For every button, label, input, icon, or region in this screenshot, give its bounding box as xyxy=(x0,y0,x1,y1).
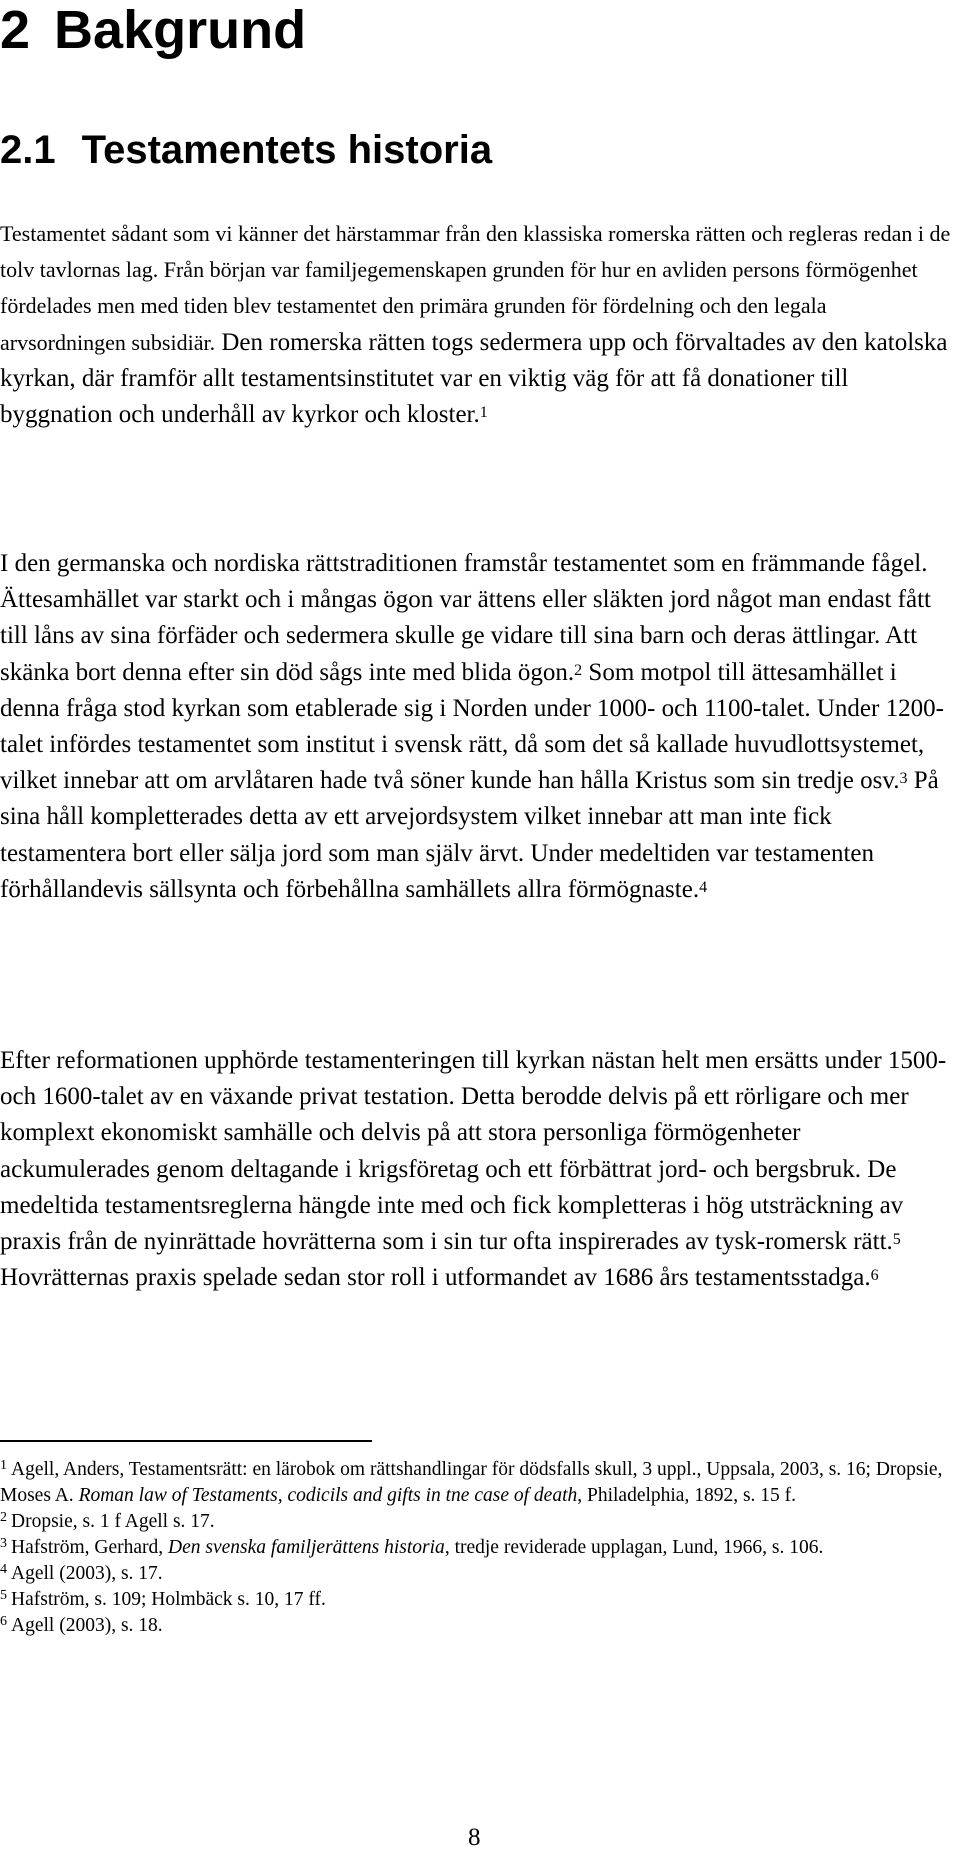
paragraph-3-text-b: Hovrätternas praxis spelade sedan stor roll i utformandet av 1686 års testamentsstadga. xyxy=(0,1264,871,1292)
footnote-number: 4 xyxy=(0,1561,8,1578)
footnote-ref-3: 3 xyxy=(899,770,908,788)
section-number: 2.1 xyxy=(0,128,56,172)
footnote-separator xyxy=(0,1440,372,1442)
footnotes xyxy=(0,1457,955,1639)
footnote-ref-2: 2 xyxy=(574,661,583,679)
footnote-1 xyxy=(0,1457,955,1509)
footnote-ref-1: 1 xyxy=(479,404,488,422)
chapter-title: Bakgrund xyxy=(54,0,307,60)
paragraph-2-text-c: På sina håll kompletterades detta av ett arvejordsystem vilket innebar att man inte fick testamentera bort eller sälja jord som man själv ärvt. Under medeltiden var testamenten förhållandevis sällsynta och förbehållna samhällets allra förmögnaste. xyxy=(0,767,939,903)
paragraph-1-text: Den romerska rätten togs sedermera upp och förvaltades av den katolska kyrkan, där framför allt testamentsinstitutet var en viktig väg för att få donationer till byggnation och underhåll av kyrkor och kloster. xyxy=(0,328,948,429)
footnote-text: Dropsie, s. 1 f Agell s. 17. xyxy=(11,1511,215,1532)
footnote-3 xyxy=(0,1535,955,1561)
footnote-4 xyxy=(0,1561,955,1587)
footnote-italic-title: Den svenska familjerättens historia xyxy=(168,1537,445,1558)
footnote-number: 2 xyxy=(0,1509,8,1526)
footnote-text: Hafström, Gerhard, xyxy=(11,1537,169,1558)
footnote-text: Agell, Anders, Testamentsrätt: en lärobok om rättshandlingar för dödsfalls skull, 3 uppl., Uppsala, 2003, s. 16; Dropsie, Moses A. xyxy=(0,1459,943,1506)
chapter-heading xyxy=(0,0,306,60)
footnote-italic-title: Roman law of Testaments, codicils and gifts in tne case of death xyxy=(78,1485,578,1506)
chapter-number: 2 xyxy=(0,0,31,60)
footnote-number: 1 xyxy=(0,1457,8,1474)
footnote-ref-4: 4 xyxy=(699,879,708,897)
footnote-number: 3 xyxy=(0,1535,8,1552)
paragraph-2-text-a: I den germanska och nordiska rättstraditionen framstår testamentet som en främmande fågel. Ättesamhället var starkt och i mångas ögon var ättens eller släkten jord något man endast fått till låns av sina förfäder och sedermera skulle ge vidare till sina barn och deras ättlingar. Att skänka bort denna efter sin död sågs inte med blida ögon. xyxy=(0,550,931,686)
footnote-ref-5: 5 xyxy=(892,1231,901,1249)
footnote-text: Agell (2003), s. 18. xyxy=(11,1615,163,1636)
paragraph-3 xyxy=(0,1043,955,1296)
section-title: Testamentets historia xyxy=(81,128,493,172)
footnote-ref-6: 6 xyxy=(870,1267,879,1285)
paragraph-2-text-b: Som motpol till ättesamhället i denna fråga stod kyrkan som etablerade sig i Norden under 1000- och 1100-talet. Under 1200-talet infördes testamentet som institut i svensk rätt, då som det så kallade huvudlottsystemet, vilket innebar att om arvlåtaren hade två söner kunde han hålla Kristus som sin tredje osv. xyxy=(0,658,944,795)
footnote-5 xyxy=(0,1587,955,1613)
footnote-text: Agell (2003), s. 17. xyxy=(11,1563,163,1584)
footnote-number: 5 xyxy=(0,1587,8,1604)
section-heading xyxy=(0,126,492,174)
footnote-2 xyxy=(0,1509,955,1535)
paragraph-2 xyxy=(0,546,955,908)
paragraph-1-intro: Testamentet sådant som vi känner det härstammar från den klassiska romerska rätten och regleras redan i de tolv tavlornas lag. Från början var familjegemenskapen grunden för hur en avliden persons förmögenhet fördelades men med tiden blev testamentet den primära grunden för fördelning och den legala arvsordningen subsidiär. xyxy=(0,221,951,355)
footnote-text-post: , tredje reviderade upplagan, Lund, 1966, s. 106. xyxy=(444,1537,824,1558)
paragraph-1 xyxy=(0,216,955,433)
footnote-text: Hafström, s. 109; Holmbäck s. 10, 17 ff. xyxy=(11,1589,326,1610)
paragraph-3-text-a: Efter reformationen upphörde testamenteringen till kyrkan nästan helt men ersätts under 1500- och 1600-talet av en växande privat testation. Detta berodde delvis på ett rörligare och mer komplext ekonomiskt samhälle och delvis på att stora personliga förmögenheter ackumulerades genom deltagande i krigsföretag och ett förbättrat jord- och bergsbruk. De medeltida testamentsreglerna hängde inte med och fick kompletteras i hög utsträckning av praxis från de nyinrättade hovrätterna som i sin tur ofta inspirerades av tysk-romersk rätt. xyxy=(0,1047,947,1256)
footnote-6 xyxy=(0,1613,955,1639)
page-number: 8 xyxy=(468,1824,481,1851)
footnote-number: 6 xyxy=(0,1613,8,1630)
footnote-text-post: , Philadelphia, 1892, s. 15 f. xyxy=(577,1485,797,1506)
